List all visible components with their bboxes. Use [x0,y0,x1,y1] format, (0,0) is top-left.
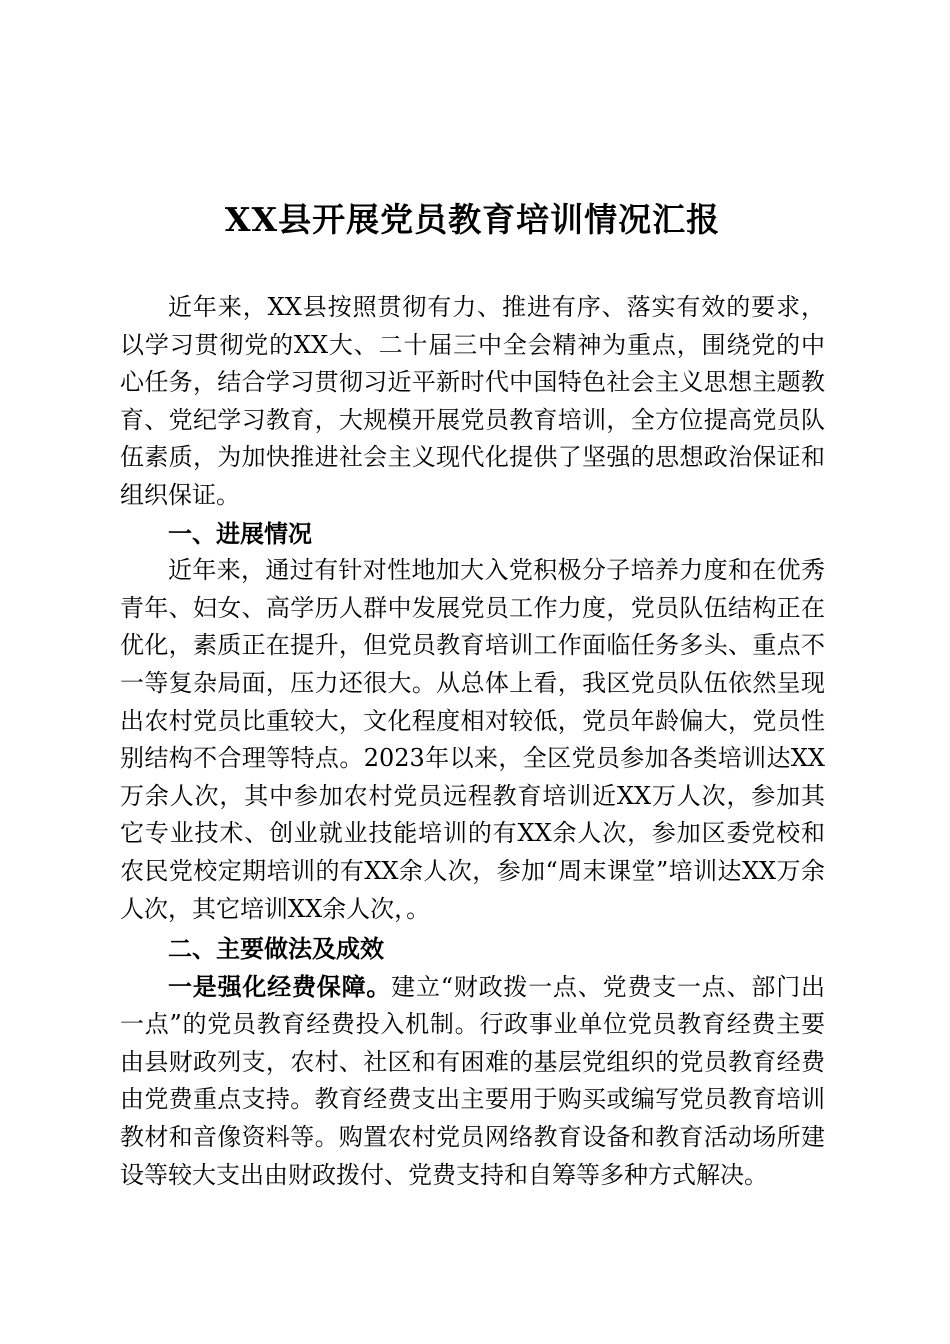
intro-paragraph: 近年来，XX县按照贯彻有力、推进有序、落实有效的要求，以学习贯彻党的XX大、二十届三中全会精神为重点，围绕党的中心任务，结合学习贯彻习近平新时代中国特色社会主义思想主题教育、党纪学习教育，大规模开展党员教育培训，全方位提高党员队伍素质，为加快推进社会主义现代化提供了坚强的思想政治保证和组织保证。 [120,293,825,509]
document-title: XX县开展党员教育培训情况汇报 [224,200,721,239]
section2-heading: 二、主要做法及成效 [168,934,384,964]
item1-text: 建立“财政拨一点、党费支一点、部门出一点”的党员教育经费投入机制。行政事业单位党员教育经费主要由县财政列支，农村、社区和有困难的基层党组织的党员教育经费由党费重点支持。教育经费支出主要用于购买或编写党员教育培训教材和音像资料等。购置农村党员网络教育设备和教育活动场所建设等较大支出由财政拨付、党费支持和自筹等多种方式解决。 [120,972,825,1189]
document-body [120,289,825,1194]
section2-item1-paragraph [120,968,825,1195]
section1-paragraph: 近年来，通过有针对性地加大入党积极分子培养力度和在优秀青年、妇女、高学历人群中发展党员工作力度，党员队伍结构正在优化，素质正在提升，但党员教育培训工作面临任务多头、重点不一等复杂局面，压力还很大。从总体上看，我区党员队伍依然呈现出农村党员比重较大，文化程度相对较低，党员年龄偏大，党员性别结构不合理等特点。2023年以来，全区党员参加各类培训达XX万余人次，其中参加农村党员远程教育培训近XX万人次，参加其它专业技术、创业就业技能培训的有XX余人次，参加区委党校和农民党校定期培训的有XX余人次，参加“周末课堂”培训达XX万余人次，其它培训XX余人次，。 [120,556,825,923]
item1-lead: 一是强化经费保障。 [168,971,392,1001]
section1-heading: 一、进展情况 [168,518,312,548]
